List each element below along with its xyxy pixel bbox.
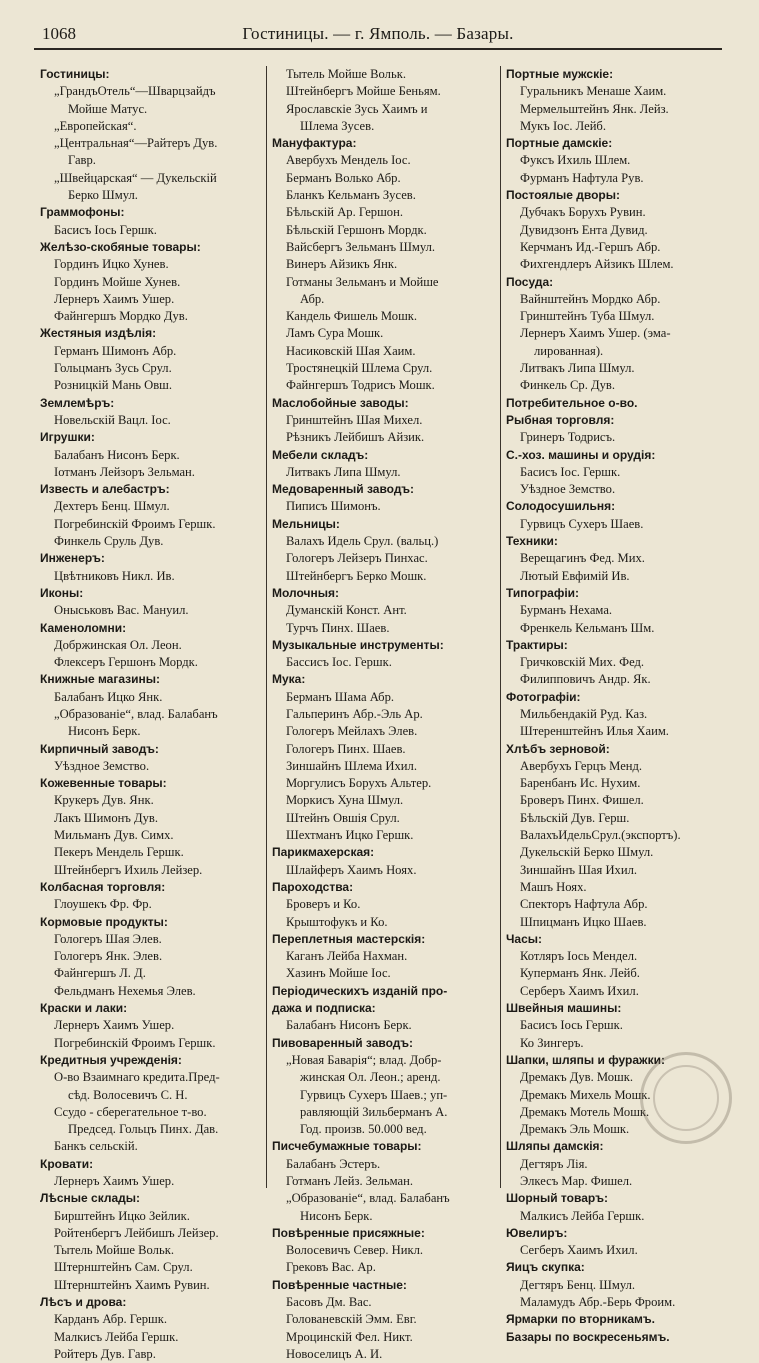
listing-continuation: Шлема Зусев. <box>300 118 375 133</box>
listing-entry: Авербухъ Мендель Іос. <box>286 153 411 168</box>
section-heading: Медоваренный заводъ: <box>272 482 415 497</box>
listing-entry: Кандель Фишель Мошк. <box>286 309 418 324</box>
listing-entry: Іотманъ Лейзоръ Зельман. <box>54 464 195 479</box>
listing-entry: Штернштейнъ Хаимъ Рувин. <box>54 1277 210 1292</box>
listing-entry: Гринштейнъ Шая Михел. <box>286 412 423 427</box>
section-heading: Трактиры: <box>506 637 568 652</box>
listing-entry: Лютый Евфимій Ив. <box>520 568 630 583</box>
listing-entry: Вайнштейнъ Мордко Абр. <box>520 291 661 306</box>
listing-entry: Гординъ Ицко Хунев. <box>54 257 169 272</box>
listing-entry: Уѣздное Земство. <box>54 758 150 773</box>
section-heading: Шорный товаръ: <box>506 1191 608 1206</box>
listing-entry: Штейнбергъ Берко Мошк. <box>286 568 427 583</box>
listing-entry: Куперманъ Янк. Лейб. <box>520 966 640 981</box>
listing-entry: Гричковскій Мих. Фед. <box>520 655 645 670</box>
listing-entry: Крукеръ Дув. Янк. <box>54 793 154 808</box>
listing-entry: Дукельскій Берко Шмул. <box>520 845 654 860</box>
column-right <box>506 66 730 1344</box>
page-header <box>34 14 722 50</box>
listing-entry: Думанскій Конст. Ант. <box>286 603 407 618</box>
section-heading: Техники: <box>506 534 558 549</box>
listing-entry: Гурвицъ Сухеръ Шаев. <box>520 516 644 531</box>
section-heading: Часы: <box>506 931 543 946</box>
listing-entry: Ярославскіе Зусь Хаимъ и <box>286 101 428 116</box>
listing-entry: Цвѣтниковъ Никл. Ив. <box>54 568 175 583</box>
listing-entry: Моргулисъ Борухъ Альтер. <box>286 776 432 791</box>
section-heading: Фотографіи: <box>506 689 581 704</box>
section-heading: Мука: <box>272 672 306 687</box>
listing-entry: Глоушекъ Фр. Фр. <box>54 897 152 912</box>
listing-entry: Басисъ Іось Гершк. <box>54 222 157 237</box>
listing-entry: Гринеръ Тодрисъ. <box>520 430 616 445</box>
listing-entry: Сегберъ Хаимъ Ихил. <box>520 1243 638 1258</box>
listing-entry: Мроцинскій Фел. Никт. <box>286 1329 413 1344</box>
listing-entry: Новоселицъ А. И. <box>286 1346 383 1361</box>
section-heading: Ювелиръ: <box>506 1225 568 1240</box>
listing-entry: Балабанъ Ицко Янк. <box>54 689 163 704</box>
section-heading: Мануфактура: <box>272 136 357 151</box>
listing-entry: Турчъ Пинх. Шаев. <box>286 620 390 635</box>
listing-entry: Лернеръ Хаимъ Ушер. <box>54 1018 175 1033</box>
listing-entry: Гординъ Мойше Хунев. <box>54 274 181 289</box>
listing-entry: „Образованіе“, влад. Балабанъ <box>286 1191 450 1206</box>
listing-entry: Банкъ сельскій. <box>54 1139 138 1154</box>
listing-entry: Погребинскій Фроимъ Гершк. <box>54 1035 216 1050</box>
listing-entry: Готманы Зельманъ и Мойше <box>286 274 439 289</box>
section-heading: Известь и алебастръ: <box>40 482 170 497</box>
listing-entry: Шпицманъ Ицко Шаев. <box>520 914 647 929</box>
listing-entry: Тытель Мойше Вольк. <box>286 67 406 81</box>
listing-entry: Бѣльскій Ар. Гершон. <box>286 205 403 220</box>
listing-entry: „Образованіе“, влад. Балабанъ <box>54 706 218 721</box>
listing-entry: Лернеръ Хаимъ Ушер. <box>54 291 175 306</box>
section-heading: Гостиницы: <box>40 67 110 81</box>
listing-entry: Тытель Мойше Вольк. <box>54 1243 174 1258</box>
listing-entry: Погребинскій Фроимъ Гершк. <box>54 516 216 531</box>
listing-entry: Гуральникъ Менаше Хаим. <box>520 84 667 99</box>
listing-entry: Рѣзникъ Лейбишъ Айзик. <box>286 430 425 445</box>
listing-entry: Керчманъ Ид.-Гершъ Абр. <box>520 239 661 254</box>
listing-entry: Вайсбергъ Зельманъ Шмул. <box>286 239 436 254</box>
listing-entry: Дубчакъ Борухъ Рувин. <box>520 205 646 220</box>
listing-entry: Файнгершъ Тодрисъ Мошк. <box>286 378 435 393</box>
page-number: 1068 <box>42 24 76 43</box>
listing-entry: Зиншайнъ Шлема Ихил. <box>286 758 417 773</box>
listing-entry: Флексеръ Гершонъ Мордк. <box>54 655 198 670</box>
listing-entry: Финкель Сруль Дув. <box>54 534 164 549</box>
section-heading: Періодическихъ изданій про- <box>272 983 448 998</box>
listing-entry: „Швейцарская“ — Дукельскій <box>54 170 217 185</box>
listing-continuation: жинская Ол. Леон.; аренд. <box>300 1070 441 1085</box>
listing-entry: Броверъ и Ко. <box>286 897 361 912</box>
listing-entry: „ГрандъОтель“—Шварцзайдъ <box>54 84 216 99</box>
section-heading: Переплетныя мастерскія: <box>272 931 426 946</box>
listing-entry: Грековъ Вас. Ар. <box>286 1260 376 1275</box>
listing-entry: Серберъ Хаимъ Ихил. <box>520 983 639 998</box>
listing-entry: Мукъ Іос. Лейб. <box>520 118 606 133</box>
listing-entry: Гологеръ Шая Элев. <box>54 931 162 946</box>
listing-entry: Штейнъ Овшія Срул. <box>286 810 400 825</box>
listing-entry: Басисъ Іос. Гершк. <box>520 464 621 479</box>
section-heading: Молочныя: <box>272 585 339 600</box>
listing-entry: Фуксъ Ихиль Шлем. <box>520 153 631 168</box>
listing-entry: Берманъ Волько Абр. <box>286 170 401 185</box>
listing-entry: Ссудо - сберегательное т-во. <box>54 1104 207 1119</box>
listing-entry: „Центральная“—Райтеръ Дув. <box>54 136 218 151</box>
listing-entry: Балабанъ Нисонъ Берк. <box>286 1018 412 1033</box>
section-heading: Хлѣбъ зерновой: <box>506 741 610 756</box>
section-heading: дажа и подписка: <box>272 1001 376 1016</box>
section-heading: Шапки, шляпы и фуражки: <box>506 1052 665 1067</box>
listing-continuation: Год. произв. 50.000 вед. <box>300 1122 427 1137</box>
listing-entry: Дегтяръ Бенц. Шмул. <box>520 1277 636 1292</box>
listing-continuation: равляющій Зильберманъ А. <box>300 1104 448 1119</box>
section-heading: Кредитныя учрежденія: <box>40 1052 182 1067</box>
listing-entry: Штернштейнъ Сам. Срул. <box>54 1260 193 1275</box>
listing-entry: Гальперинъ Абр.-Эль Ар. <box>286 706 423 721</box>
listing-entry: Карданъ Абр. Гершк. <box>54 1312 167 1327</box>
listing-entry: Винеръ Айзикъ Янк. <box>286 257 398 272</box>
section-heading: Потребительное о-во. <box>506 395 638 410</box>
listing-entry: ВалахъИдельСрул.(экспортъ). <box>520 828 681 843</box>
listing-entry: Гологеръ Лейзеръ Пинхас. <box>286 551 428 566</box>
section-heading: Иконы: <box>40 585 84 600</box>
listing-entry: Малкисъ Лейба Гершк. <box>54 1329 179 1344</box>
directory-columns <box>40 66 730 1361</box>
listing-entry: Бѣльскій Дув. Герш. <box>520 810 630 825</box>
section-heading: Кирпичный заводъ: <box>40 741 159 756</box>
listing-entry: Голованевскій Эмм. Евг. <box>286 1312 417 1327</box>
listing-entry: Ламъ Сура Мошк. <box>286 326 384 341</box>
listing-continuation: Нисонъ Берк. <box>68 724 141 739</box>
section-heading: Писчебумажные товары: <box>272 1139 422 1154</box>
listing-entry: Шехтманъ Ицко Гершк. <box>286 828 414 843</box>
listing-entry: Оныськовъ Вас. Мануил. <box>54 603 189 618</box>
listing-entry: Германъ Шимонъ Абр. <box>54 343 177 358</box>
listing-entry: Дремакъ Эль Мошк. <box>520 1122 630 1137</box>
listing-entry: Каганъ Лейба Нахман. <box>286 949 408 964</box>
section-heading: Каменоломни: <box>40 620 127 635</box>
listing-entry: Пекеръ Мендель Гершк. <box>54 845 184 860</box>
listing-entry: Финкель Ср. Дув. <box>520 378 615 393</box>
section-heading: Граммофоны: <box>40 205 125 220</box>
page-title: Гостиницы. — г. Ямполь. — Базары. <box>242 24 514 43</box>
listing-entry: Мермельштейнъ Янк. Лейз. <box>520 101 669 116</box>
listing-entry: Файнгершъ Мордко Дув. <box>54 309 188 324</box>
listing-entry: Ройтеръ Дув. Гавр. <box>54 1346 156 1361</box>
section-heading: Кормовые продукты: <box>40 914 168 929</box>
listing-entry: Дремакъ Мотель Мошк. <box>520 1104 650 1119</box>
column-left <box>40 66 266 1361</box>
column-middle <box>272 66 500 1361</box>
section-heading: Жестяныя издѣлія: <box>40 326 157 341</box>
listing-continuation: Берко Шмул. <box>68 188 138 203</box>
listing-entry: Маламудъ Абр.-Берь Фроим. <box>520 1295 676 1310</box>
listing-entry: Литвакъ Липа Шмул. <box>286 464 401 479</box>
listing-entry: Крыштофукъ и Ко. <box>286 914 388 929</box>
listing-entry: Валахъ Идель Срул. (вальц.) <box>286 534 439 549</box>
listing-entry: Добржинская Ол. Леон. <box>54 637 182 652</box>
listing-entry: Дувидзонъ Ента Дувид. <box>520 222 648 237</box>
listing-entry: Дехтеръ Бенц. Шмул. <box>54 499 170 514</box>
listing-entry: Гологеръ Пинх. Шаев. <box>286 741 406 756</box>
listing-entry: Пиписъ Шимонъ. <box>286 499 381 514</box>
listing-continuation: Гурвицъ Сухеръ Шаев.; уп- <box>300 1087 448 1102</box>
section-heading: Ярмарки по вторникамъ. <box>506 1312 656 1327</box>
section-heading: Мельницы: <box>272 516 340 531</box>
listing-entry: Дремакъ Дув. Мошк. <box>520 1070 634 1085</box>
listing-entry: Бассисъ Іос. Гершк. <box>286 655 392 670</box>
section-heading: Портные дамскіе: <box>506 136 613 151</box>
section-heading: Краски и лаки: <box>40 1001 128 1016</box>
listing-entry: Машъ Ноях. <box>520 879 587 894</box>
listing-entry: Моркисъ Хуна Шмул. <box>286 793 404 808</box>
section-heading: Книжные магазины: <box>40 672 161 687</box>
listing-entry: Гологеръ Мейлахъ Элев. <box>286 724 418 739</box>
listing-continuation: сѣд. Волосевичъ С. Н. <box>68 1087 188 1102</box>
listing-entry: Балабанъ Нисонъ Берк. <box>54 447 180 462</box>
listing-continuation: лированная). <box>534 343 604 358</box>
listing-entry: Френкель Кельманъ Шм. <box>520 620 655 635</box>
listing-entry: Новельскій Вацл. Іос. <box>54 412 171 427</box>
listing-entry: Лернеръ Хаимъ Ушер. <box>54 1174 175 1188</box>
listing-entry: Котляръ Іось Мендел. <box>520 949 638 964</box>
listing-entry: О-во Взаимнаго кредита.Пред- <box>54 1070 220 1085</box>
listing-entry: Фихгендлеръ Айзикъ Шлем. <box>520 257 674 272</box>
listing-entry: Готманъ Лейз. Зельман. <box>286 1174 414 1188</box>
listing-continuation: Председ. Гольцъ Пинх. Дав. <box>68 1122 219 1137</box>
listing-entry: Бѣльскій Гершонъ Мордк. <box>286 222 427 237</box>
section-heading: Рыбная торговля: <box>506 412 615 427</box>
section-heading: С.-хоз. машины и орудія: <box>506 447 656 462</box>
section-heading: Мебели складъ: <box>272 447 369 462</box>
section-heading: Музыкальные инструменты: <box>272 637 444 652</box>
listing-entry: Розницкій Мань Овш. <box>54 378 172 393</box>
listing-entry: Штейнбергъ Ихиль Лейзер. <box>54 862 203 877</box>
listing-continuation: Мойше Матус. <box>68 101 148 116</box>
section-heading: Базары по воскресеньямъ. <box>506 1329 670 1344</box>
section-heading: Типографіи: <box>506 585 580 600</box>
listing-entry: Штеренштейнъ Илья Хаим. <box>520 724 669 739</box>
section-heading: Пивоваренный заводъ: <box>272 1035 413 1050</box>
listing-entry: „Европейская“. <box>54 118 137 133</box>
listing-entry: Гологеръ Янк. Элев. <box>54 949 163 964</box>
listing-continuation: Абр. <box>300 291 325 306</box>
listing-entry: Мильбендакій Руд. Каз. <box>520 706 648 721</box>
listing-entry: Уѣздное Земство. <box>520 482 616 497</box>
listing-entry: Зиншайнъ Шая Ихил. <box>520 862 638 877</box>
section-heading: Маслобойные заводы: <box>272 395 409 410</box>
listing-entry: Штейнбергъ Мойше Беньям. <box>286 84 441 99</box>
listing-entry: Лакъ Шимонъ Дув. <box>54 810 159 825</box>
listing-entry: Мильманъ Дув. Симх. <box>54 828 174 843</box>
section-heading: Лѣсные склады: <box>40 1191 141 1206</box>
listing-entry: Хазинъ Мойше Іос. <box>286 966 391 981</box>
listing-entry: Баренбанъ Ис. Нухим. <box>520 776 641 791</box>
listing-entry: Шлайферъ Хаимъ Ноях. <box>286 862 417 877</box>
listing-entry: Балабанъ Эстеръ. <box>286 1156 381 1171</box>
listing-entry: Литвакъ Липа Шмул. <box>520 361 635 376</box>
listing-entry: Броверъ Пинх. Фишел. <box>520 793 644 808</box>
listing-entry: Басисъ Іось Гершк. <box>520 1018 623 1033</box>
listing-entry: Дегтяръ Лія. <box>520 1156 588 1171</box>
listing-entry: Спекторъ Нафтула Абр. <box>520 897 648 912</box>
listing-entry: Дремакъ Михель Мошк. <box>520 1087 651 1102</box>
listing-entry: Бурманъ Нехама. <box>520 603 613 618</box>
section-heading: Швейныя машины: <box>506 1001 622 1016</box>
listing-entry: Басовъ Дм. Вас. <box>286 1295 372 1310</box>
listing-entry: „Новая Баварія“; влад. Добр- <box>286 1052 442 1067</box>
section-heading: Землемѣръ: <box>40 395 115 410</box>
listing-entry: Филипповичъ Андр. Як. <box>520 672 651 687</box>
listing-entry: Фельдманъ Нехемья Элев. <box>54 983 196 998</box>
listing-entry: Фурманъ Нафтула Рув. <box>520 170 644 185</box>
section-heading: Колбасная торговля: <box>40 879 166 894</box>
listing-entry: Гольцманъ Зусь Срул. <box>54 361 172 376</box>
listing-entry: Авербухъ Герцъ Менд. <box>520 758 643 773</box>
section-heading: Шляпы дамскія: <box>506 1139 604 1154</box>
listing-entry: Верещагинъ Фед. Мих. <box>520 551 645 566</box>
listing-entry: Лернеръ Хаимъ Ушер. (эма- <box>520 326 671 341</box>
listing-entry: Ройтенбергъ Лейбишъ Лейзер. <box>54 1225 219 1240</box>
section-heading: Пароходства: <box>272 879 354 894</box>
listing-entry: Тростянецкій Шлема Срул. <box>286 361 433 376</box>
section-heading: Кровати: <box>40 1156 94 1171</box>
section-heading: Парикмахерская: <box>272 845 375 860</box>
section-heading: Яицъ скупка: <box>506 1260 585 1275</box>
section-heading: Инженеръ: <box>40 551 105 566</box>
listing-entry: Элкесъ Мар. Фишел. <box>520 1174 633 1188</box>
section-heading: Портные мужскіе: <box>506 67 614 81</box>
section-heading: Игрушки: <box>40 430 95 445</box>
listing-entry: Насиковскій Шая Хаим. <box>286 343 416 358</box>
listing-entry: Малкисъ Лейба Гершк. <box>520 1208 645 1223</box>
section-heading: Повѣренные присяжные: <box>272 1225 425 1240</box>
listing-entry: Ко Зингеръ. <box>520 1035 584 1050</box>
section-heading: Желѣзо-скобяные товары: <box>40 239 201 254</box>
listing-entry: Бланкъ Кельманъ Зусев. <box>286 188 416 203</box>
listing-continuation: Гавр. <box>68 153 96 168</box>
section-heading: Кожевенные товары: <box>40 776 167 791</box>
section-heading: Лѣсъ и дрова: <box>40 1295 127 1310</box>
section-heading: Постоялые дворы: <box>506 188 620 203</box>
listing-continuation: Нисонъ Берк. <box>300 1208 373 1223</box>
listing-entry: Гринштейнъ Туба Шмул. <box>520 309 655 324</box>
listing-entry: Волосевичъ Север. Никл. <box>286 1243 424 1258</box>
listing-entry: Берманъ Шама Абр. <box>286 689 395 704</box>
section-heading: Повѣренные частные: <box>272 1277 407 1292</box>
library-stamp <box>640 1052 732 1144</box>
section-heading: Посуда: <box>506 274 554 289</box>
listing-entry: Файнгершъ Л. Д. <box>54 966 146 981</box>
listing-entry: Бирштейнъ Ицко Зейлик. <box>54 1208 190 1223</box>
section-heading: Солодосушильня: <box>506 499 616 514</box>
